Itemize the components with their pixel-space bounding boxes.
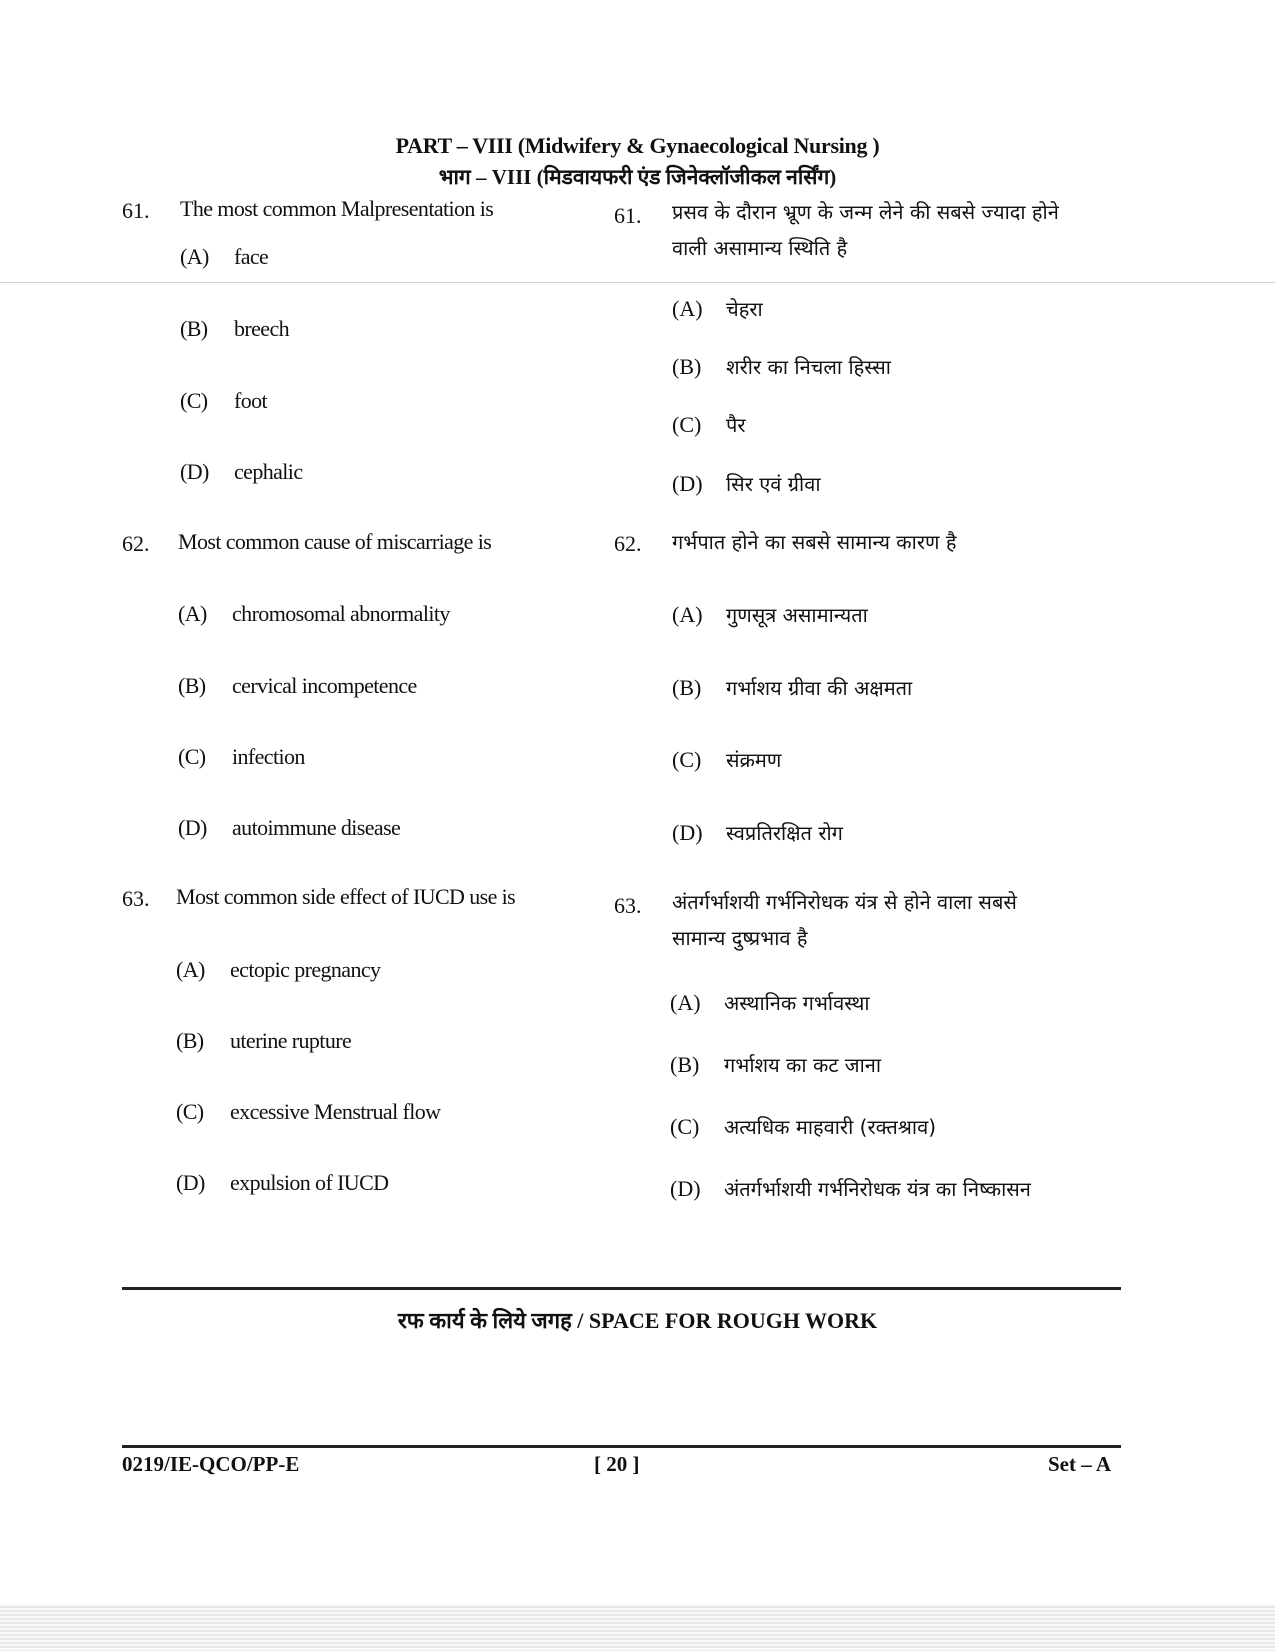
option-label: (A) <box>670 990 701 1015</box>
option-b <box>178 673 417 699</box>
option-text: cephalic <box>234 459 303 484</box>
question-text-line2: सामान्य दुष्प्रभाव है <box>672 926 808 950</box>
question-text-line2: वाली असामान्य स्थिति है <box>672 236 848 260</box>
option-a <box>672 295 763 322</box>
option-d <box>176 1170 388 1196</box>
option-text: गुणसूत्र असामान्यता <box>726 603 868 627</box>
option-text: स्वप्रतिरक्षित रोग <box>726 821 843 845</box>
option-d <box>180 459 302 485</box>
option-label: (A) <box>176 957 205 982</box>
option-label: (D) <box>180 459 209 484</box>
option-text: chromosomal abnormality <box>232 601 450 626</box>
option-label: (B) <box>670 1052 700 1077</box>
option-label: (A) <box>178 601 207 626</box>
option-label: (A) <box>180 244 209 269</box>
option-label: (D) <box>672 820 703 845</box>
option-text: breech <box>234 316 290 341</box>
option-text: uterine rupture <box>230 1028 352 1053</box>
option-label: (B) <box>176 1028 204 1053</box>
question-number: 61. <box>614 203 642 228</box>
question-number: 63. <box>122 886 150 911</box>
question-number: 62. <box>614 531 642 556</box>
question-text-line1: गर्भपात होने का सबसे सामान्य कारण है <box>672 530 957 554</box>
option-label: (A) <box>672 296 703 321</box>
part-title-english: PART – VIII (Midwifery & Gynaecological Nursing ) <box>395 133 880 158</box>
option-label: (B) <box>672 675 702 700</box>
option-a <box>180 244 268 270</box>
option-c <box>180 388 267 414</box>
option-label: (C) <box>672 412 702 437</box>
option-d <box>178 815 400 841</box>
option-b <box>672 674 912 701</box>
option-text: अस्थानिक गर्भावस्था <box>724 991 870 1015</box>
option-text: सिर एवं ग्रीवा <box>726 472 821 496</box>
question-text-line1: प्रसव के दौरान भ्रूण के जन्म लेने की सबसे ज्यादा होने <box>672 200 1059 224</box>
question-number: 62. <box>122 531 150 556</box>
question-text: Most common side effect of IUCD use is <box>176 884 516 909</box>
option-label: (D) <box>176 1170 205 1195</box>
option-label: (D) <box>672 471 703 496</box>
option-text: autoimmune disease <box>232 815 401 840</box>
option-text: cervical incompetence <box>232 673 417 698</box>
option-b <box>180 316 289 342</box>
option-label: (B) <box>672 354 702 379</box>
option-label: (C) <box>176 1099 204 1124</box>
option-label: (A) <box>672 602 703 627</box>
option-label: (D) <box>178 815 207 840</box>
question-text: The most common Malpresentation is <box>180 196 494 221</box>
option-text: चेहरा <box>726 297 763 321</box>
option-text: foot <box>234 388 268 413</box>
option-b <box>176 1028 351 1054</box>
question-number: 63. <box>614 893 642 918</box>
option-a <box>670 989 870 1016</box>
option-label: (C) <box>670 1114 700 1139</box>
option-c <box>178 744 305 770</box>
option-d <box>670 1175 1031 1202</box>
scan-line <box>0 282 1275 283</box>
option-text: excessive Menstrual flow <box>230 1099 441 1124</box>
question-text: Most common cause of miscarriage is <box>178 529 492 554</box>
section-divider <box>122 1287 1121 1290</box>
option-c <box>672 411 746 438</box>
option-a <box>176 957 380 983</box>
part-title-hindi: भाग – VIII (मिडवायफरी एंड जिनेक्लॉजीकल नर्सिंग) <box>438 165 837 189</box>
option-c <box>176 1099 440 1125</box>
option-label: (C) <box>178 744 206 769</box>
option-label: (D) <box>670 1176 701 1201</box>
option-text: infection <box>232 744 305 769</box>
option-label: (C) <box>672 747 702 772</box>
option-text: face <box>234 244 269 269</box>
option-text: गर्भाशय ग्रीवा की अक्षमता <box>726 676 913 700</box>
rough-work-heading: रफ कार्य के लिये जगह / SPACE FOR ROUGH WORK <box>397 1308 878 1333</box>
scan-border <box>0 1604 1275 1651</box>
option-text: expulsion of IUCD <box>230 1170 389 1195</box>
option-text: पैर <box>726 413 746 437</box>
question-text-line1: अंतर्गर्भाशयी गर्भनिरोधक यंत्र से होने वाला सबसे <box>672 890 1017 914</box>
question-number: 61. <box>122 198 150 223</box>
option-d <box>672 819 843 846</box>
option-c <box>670 1113 936 1140</box>
option-label: (C) <box>180 388 208 413</box>
option-label: (B) <box>178 673 206 698</box>
option-text: अंतर्गर्भाशयी गर्भनिरोधक यंत्र का निष्कासन <box>724 1177 1031 1201</box>
footer-divider <box>122 1445 1121 1448</box>
option-a <box>178 601 450 627</box>
option-b <box>672 353 891 380</box>
option-label: (B) <box>180 316 208 341</box>
option-a <box>672 601 868 628</box>
option-text: गर्भाशय का कट जाना <box>724 1053 882 1077</box>
option-text: संक्रमण <box>726 748 782 772</box>
option-text: अत्यधिक माहवारी (रक्तश्राव) <box>724 1115 937 1139</box>
option-text: शरीर का निचला हिस्सा <box>726 355 891 379</box>
page-number: [ 20 ] <box>594 1452 640 1476</box>
set-label: Set – A <box>1048 1452 1111 1476</box>
option-d <box>672 470 821 497</box>
paper-code: 0219/IE-QCO/PP-E <box>122 1452 300 1476</box>
option-text: ectopic pregnancy <box>230 957 381 982</box>
option-c <box>672 746 781 773</box>
option-b <box>670 1051 881 1078</box>
